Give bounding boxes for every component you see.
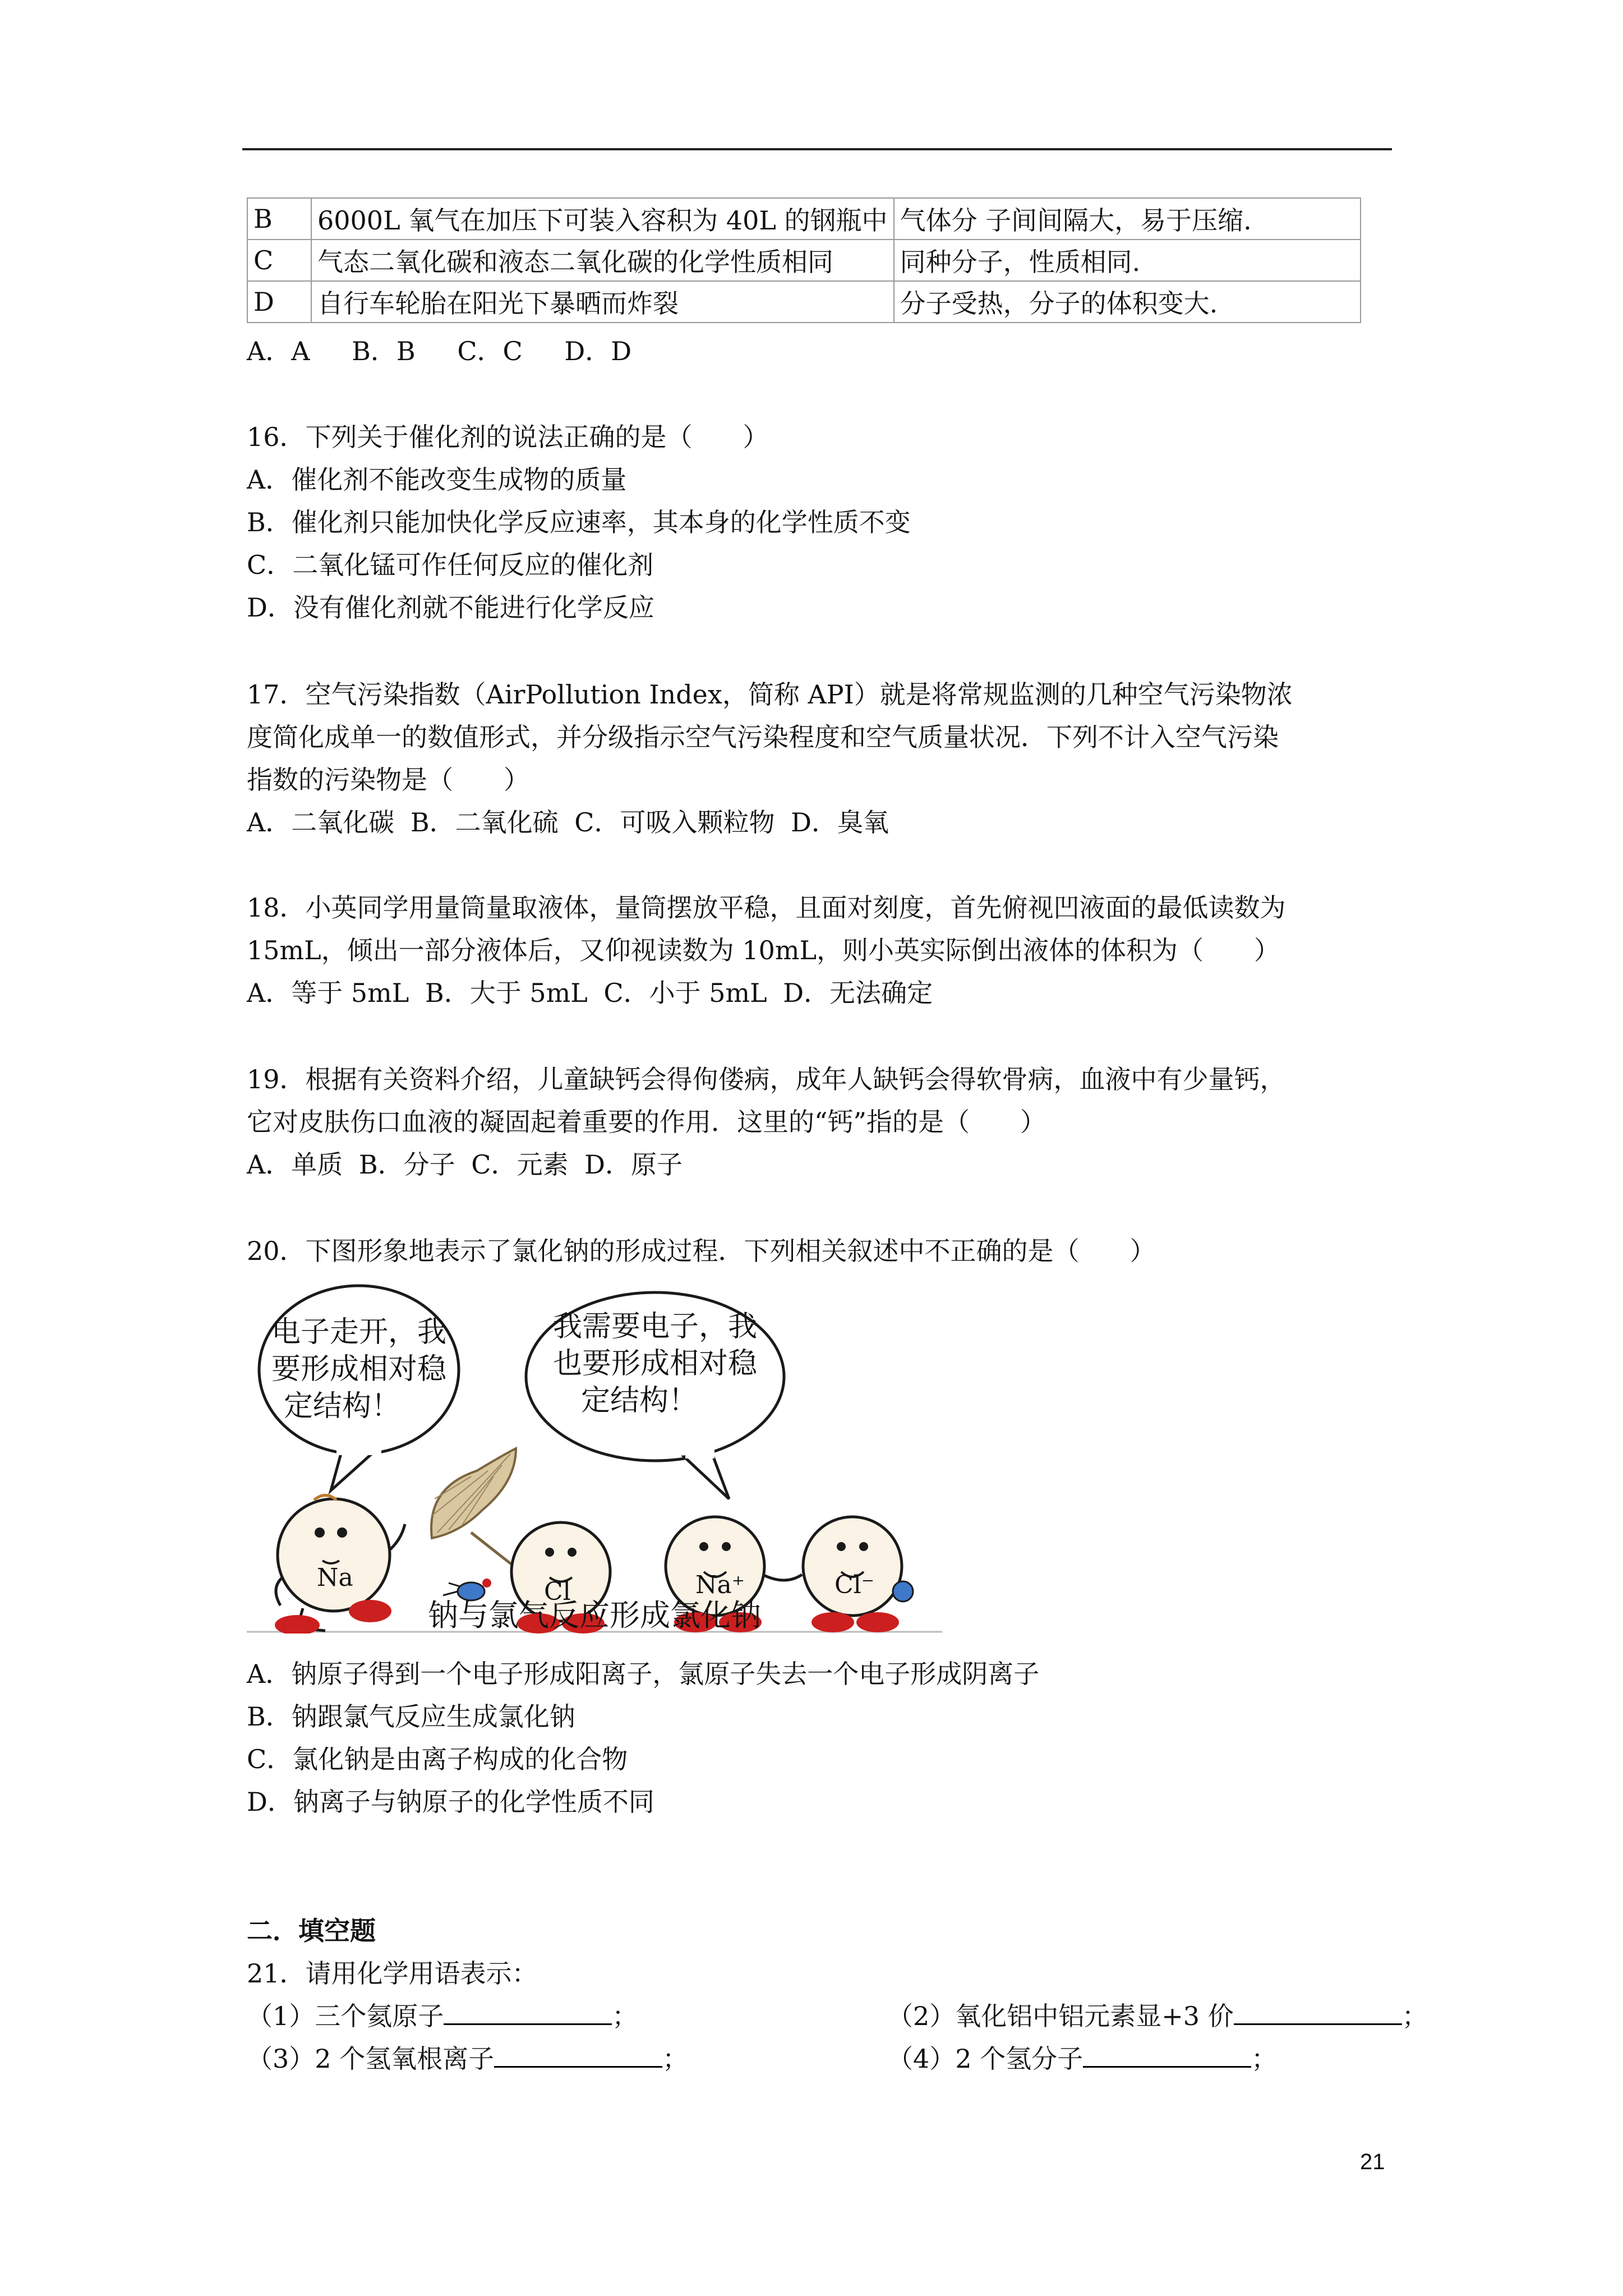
question-19 — [247, 1058, 1424, 1186]
q21-item-2-label: （2）氧化铝中铝元素显+3 价 — [887, 2001, 1234, 2031]
q15-options — [247, 330, 1424, 372]
q18-option-c: C．小于 5mL — [603, 978, 767, 1008]
q18-line-1: 18．小英同学用量筒量取液体，量筒摆放平稳，且面对刻度，首先俯视凹液面的最低读数为 — [247, 892, 1286, 923]
q15-option-a: A．A — [247, 336, 310, 366]
q18-line-2: 15mL，倾出一部分液体后，又仰视读数为 10mL，则小英实际倒出液体的体积为（ — [247, 935, 1204, 965]
header-rule — [242, 148, 1392, 150]
q17-line-1: 17．空气污染指数（AirPollution Index，简称 API）就是将常规监测的几种空气污染物浓 — [247, 679, 1293, 710]
question-17 — [247, 673, 1424, 844]
row-explanation: 同种分子，性质相同. — [894, 240, 1361, 281]
q18-line-2-end: ） — [1254, 935, 1280, 965]
bubble-left-line-1: 电子走开，我 — [271, 1315, 447, 1349]
q20-option-d: D．钠离子与钠原子的化学性质不同 — [247, 1787, 654, 1817]
q19-line-1: 19．根据有关资料介绍，儿童缺钙会得佝偻病，成年人缺钙会得软骨病，血液中有少量钙， — [247, 1064, 1286, 1094]
q16-option-d: D．没有催化剂就不能进行化学反应 — [247, 592, 654, 623]
row-fact: 6000L 氧气在加压下可装入容积为 40L 的钢瓶中 — [311, 198, 894, 240]
q15-table — [247, 197, 1361, 323]
q21-item-1 — [247, 1995, 864, 2037]
question-20-options — [247, 1653, 1424, 1823]
q17-option-c: C．可吸入颗粒物 — [574, 807, 775, 838]
table-row — [247, 198, 1361, 240]
bubble-left-line-3: 定结构！ — [283, 1389, 401, 1423]
question-16 — [247, 416, 1424, 629]
answer-blank[interactable] — [494, 2040, 662, 2068]
table-row — [247, 240, 1361, 281]
q21-item-3-label: （3）2 个氢氧根离子 — [247, 2044, 495, 2074]
q16-option-a: A．催化剂不能改变生成物的质量 — [247, 464, 627, 495]
section-title: 二．填空题 — [247, 1916, 376, 1946]
atom-label-na-ion: Na⁺ — [695, 1571, 745, 1599]
q17-line-2: 度简化成单一的数值形式，并分级指示空气污染程度和空气质量状况．下列不计入空气污染 — [247, 722, 1279, 752]
q18-option-d: D．无法确定 — [783, 978, 933, 1008]
figure-caption: 钠与氯气反应形成氯化钠 — [428, 1598, 761, 1633]
q21-item-4-end: ； — [1251, 2044, 1278, 2074]
bubble-left-line-2: 要形成相对稳 — [271, 1352, 447, 1386]
q16-stem-end: ） — [743, 422, 769, 452]
q21-item-4-label: （4）2 个氢分子 — [887, 2044, 1083, 2074]
sodium-chloride-cartoon — [247, 1269, 942, 1634]
bubble-right-line-3: 定结构！ — [580, 1384, 698, 1418]
q21-item-3 — [247, 2037, 864, 2080]
row-explanation: 气体分 子间间隔大，易于压缩. — [894, 198, 1361, 240]
q17-option-d: D．臭氧 — [791, 807, 889, 838]
q20-stem: 20．下图形象地表示了氯化钠的形成过程．下列相关叙述中不正确的是（ — [247, 1236, 1080, 1266]
atom-label-cl-ion: Cl⁻ — [834, 1571, 874, 1599]
atom-label-na: Na — [317, 1563, 353, 1592]
page-number: 21 — [1360, 2150, 1385, 2174]
q21-item-1-label: （1）三个氦原子 — [247, 2001, 444, 2031]
q17-line-3: 指数的污染物是（ — [247, 765, 453, 795]
q20-option-c: C．氯化钠是由离子构成的化合物 — [247, 1744, 628, 1774]
q15-option-b: B．B — [352, 336, 416, 366]
bubble-right-line-2: 也要形成相对稳 — [552, 1347, 758, 1381]
q19-option-a: A．单质 — [247, 1149, 343, 1180]
q15-option-d: D．D — [564, 336, 632, 366]
q21-item-1-end: ； — [612, 2001, 638, 2031]
q19-option-d: D．原子 — [584, 1149, 683, 1180]
row-explanation: 分子受热，分子的体积变大. — [894, 281, 1361, 323]
q16-option-c: C．二氧化锰可作任何反应的催化剂 — [247, 550, 654, 580]
row-fact: 自行车轮胎在阳光下暴晒而炸裂 — [311, 281, 894, 323]
section-fill-in — [247, 1910, 1424, 1995]
question-20 — [247, 1230, 1424, 1272]
table-row — [247, 281, 1361, 323]
atom-label-cl: Cl — [544, 1577, 571, 1606]
row-letter: B — [247, 198, 311, 240]
q21-stem: 21．请用化学用语表示： — [247, 1958, 538, 1989]
q18-option-b: B．大于 5mL — [425, 978, 588, 1008]
q17-option-a: A．二氧化碳 — [247, 807, 395, 838]
q16-option-b: B．催化剂只能加快化学反应速率，其本身的化学性质不变 — [247, 507, 911, 537]
q21-item-3-end: ； — [662, 2044, 689, 2074]
q20-option-a: A．钠原子得到一个电子形成阳离子，氯原子失去一个电子形成阴离子 — [247, 1659, 1040, 1689]
answer-blank[interactable] — [1234, 1998, 1402, 2025]
q17-line-3-end: ） — [504, 765, 529, 795]
q21-item-4 — [887, 2037, 1448, 2080]
q15-option-c: C．C — [457, 336, 523, 366]
q20-stem-end: ） — [1129, 1236, 1156, 1266]
q18-option-a: A．等于 5mL — [247, 978, 409, 1008]
q19-option-c: C．元素 — [471, 1149, 569, 1180]
q19-line-2: 它对皮肤伤口血液的凝固起着重要的作用．这里的“钙”指的是（ — [247, 1107, 970, 1137]
q19-line-2-end: ） — [1020, 1107, 1046, 1137]
answer-blank[interactable] — [444, 1998, 612, 2025]
row-letter: C — [247, 240, 311, 281]
q21-item-2-end: ； — [1401, 2001, 1428, 2031]
q21-item-2 — [887, 1995, 1448, 2037]
q19-option-b: B．分子 — [358, 1149, 455, 1180]
q16-stem: 16．下列关于催化剂的说法正确的是（ — [247, 422, 693, 452]
answer-blank[interactable] — [1083, 2040, 1251, 2068]
bubble-right-line-1: 我需要电子，我 — [552, 1310, 758, 1343]
row-letter: D — [247, 281, 311, 323]
q17-option-b: B．二氧化硫 — [410, 807, 559, 838]
row-fact: 气态二氧化碳和液态二氧化碳的化学性质相同 — [311, 240, 894, 281]
question-18 — [247, 886, 1424, 1014]
q20-option-b: B．钠跟氯气反应生成氯化钠 — [247, 1701, 575, 1732]
